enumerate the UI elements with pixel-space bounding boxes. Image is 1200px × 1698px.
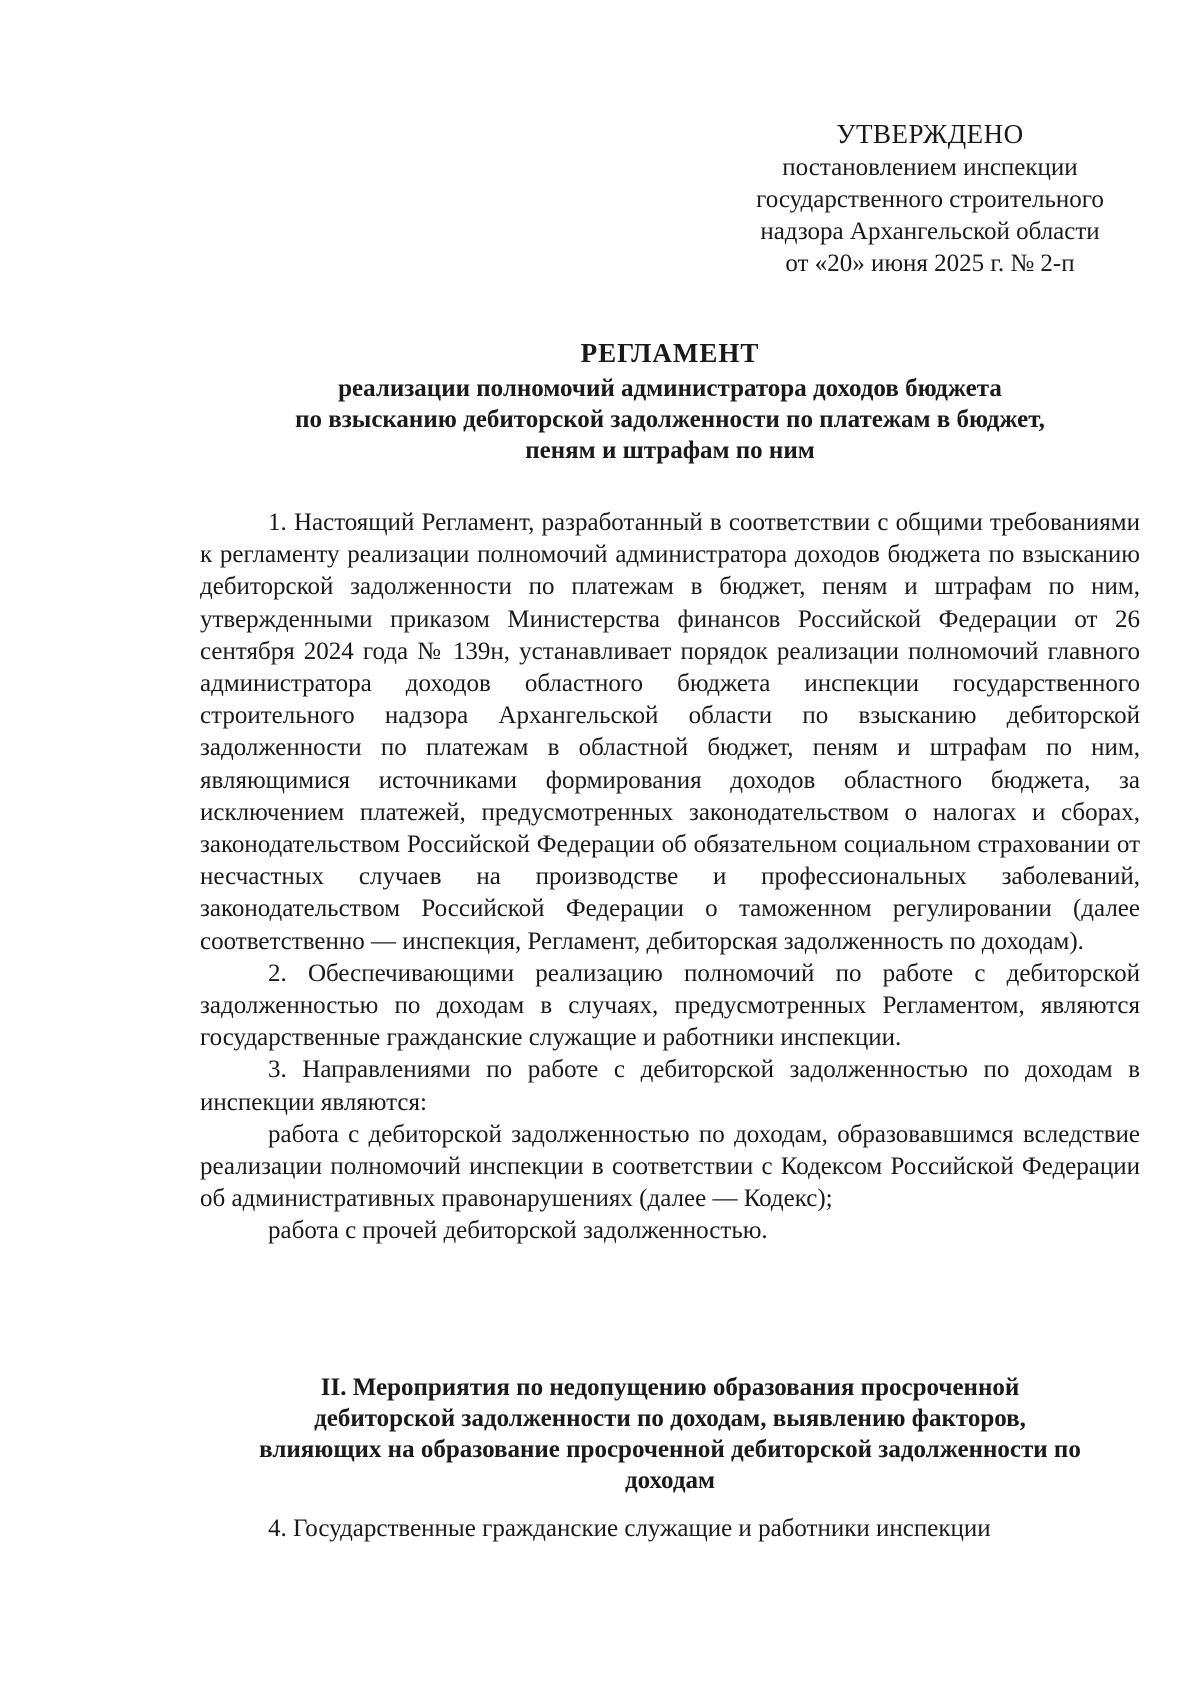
document-title-block [200,338,1140,466]
document-subtitle-line-2: по взысканию дебиторской задолженности по платежам в бюджет, [295,406,1045,433]
document-title: РЕГЛАМЕНТ [580,338,760,368]
section-2-heading [200,1372,1140,1496]
paragraph-2: 2. Обеспечивающими реализацию полномочий по работе с дебиторской задолженностью по доходам в случаях, предусмотренных Регламентом, являются государственные гражданские служащие и работники инспекции. [200,959,1140,1052]
section-2-heading-line-1: II. Мероприятия по недопущению образования просроченной [320,1374,1020,1401]
paragraph-3-item-2: работа с прочей дебиторской задолженностью. [268,1217,768,1245]
section-2-heading-line-2: дебиторской задолженности по доходам, выявлению факторов, [314,1405,1026,1432]
section-2-heading-line-3: влияющих на образование просроченной дебиторской задолженности по [259,1436,1081,1463]
approved-heading: УТВЕРЖДЕНО [836,119,1024,149]
approval-stamp-block [720,118,1140,280]
section-2-heading-line-4: доходам [624,1467,716,1494]
approval-line-4: от «20» июня 2025 г. № 2-п [785,250,1075,277]
paragraph-4: 4. Государственные гражданские служащие и работники инспекции [268,1515,991,1542]
document-subtitle-line-1: реализации полномочий администратора доходов бюджета [338,375,1002,402]
approval-line-3: надзора Архангельской области [760,218,1100,245]
paragraph-3-item-1: работа с дебиторской задолженностью по доходам, образовавшимся вследствие реализации полномочий инспекции в соответствии с Кодексом Российской Федерации об административных правонарушениях (далее — Кодекс); [200,1120,1140,1213]
approval-line-1: постановлением инспекции [782,154,1078,181]
document-body [200,507,1140,1248]
approval-line-2: государственного строительного [756,186,1104,213]
paragraph-3: 3. Направлениями по работе с дебиторской задолженностью по доходам в инспекции являются: [200,1056,1140,1116]
paragraph-1: 1. Настоящий Регламент, разработанный в соответствии с общими требованиями к регламенту реализации полномочий администратора доходов бюджета по взысканию дебиторской задолженности по платежам в бюджет, пеням и штрафам по ним, утвержденными приказом Министерства финансов Российской Федерации от 26 сентября 2024 года № 139н, устанавливает порядок реализации полномочий главного администратора доходов областного бюджета инспекции государственного строительного надзора Архангельской области по взысканию дебиторской задолженности по платежам в областной бюджет, пеням и штрафам по ним, являющимися источниками формирования доходов областного бюджета, за исключением платежей, предусмотренных законодательством о налогах и сборах, законодательством Российской Федерации об обязательном социальном страховании от несчастных случаев на производстве и профессиональных заболеваний, законодательством Российской Федерации о таможенном регулировании (далее соответственно — инспекция, Регламент, дебиторская задолженность по доходам). [200,509,1140,955]
document-subtitle-line-3: пеням и штрафам по ним [525,437,815,464]
